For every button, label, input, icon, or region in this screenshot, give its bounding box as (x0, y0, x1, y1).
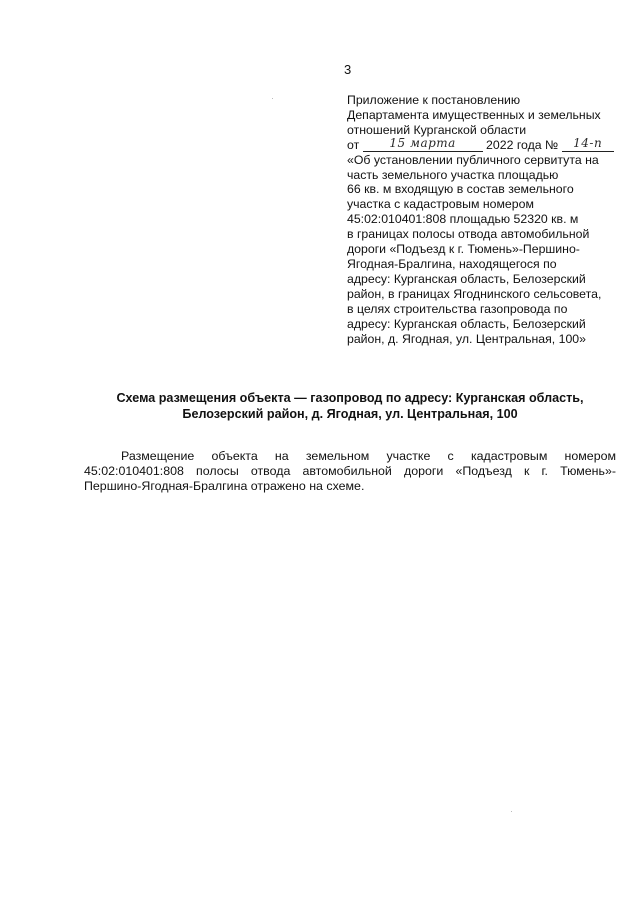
page-number: 3 (344, 62, 352, 77)
scan-speck (272, 98, 273, 99)
resolution-title-line: дороги «Подъезд к г. Тюмень»-Першино- (347, 242, 580, 257)
body-line: Размещение объекта на земельном участке с кадастровым номером (121, 449, 616, 463)
resolution-title-line: в целях строительства газопровода по (347, 301, 568, 316)
resolution-title-line: адресу: Курганская область, Белозерский (347, 316, 586, 331)
appendix-line: отношений Курганской области (347, 122, 527, 137)
heading-line: Белозерский район, д. Ягодная, ул. Центральная, 100 (182, 407, 518, 421)
resolution-title-line: «Об установлении публичного сервитута на (347, 152, 599, 167)
date-number-line (347, 135, 622, 153)
resolution-title-line: район, д. Ягодная, ул. Центральная, 100» (347, 331, 586, 346)
number-blank (562, 135, 614, 152)
appendix-line: Приложение к постановлению (347, 93, 521, 107)
scan-speck (511, 811, 512, 812)
document-heading (90, 390, 610, 422)
resolution-title-line: участка с кадастровым номером (347, 197, 534, 212)
handwritten-number: 14-п (573, 135, 603, 150)
resolution-title-line: часть земельного участка площадью (347, 167, 559, 182)
handwritten-date: 15 марта (389, 135, 456, 150)
resolution-title-line: Ягодная-Бралгина, находящегося по (347, 256, 557, 271)
heading-line: Схема размещения объекта — газопровод по адресу: Курганская область, (116, 391, 584, 405)
resolution-title-line: 45:02:010401:808 площадью 52320 кв. м (347, 212, 579, 227)
date-blank (363, 135, 483, 152)
resolution-title-line: район, в границах Ягоднинского сельсовета, (347, 286, 602, 301)
resolution-title-line: 66 кв. м входящую в состав земельного (347, 182, 574, 197)
appendix-block (347, 93, 622, 346)
resolution-title-line: в границах полосы отвода автомобильной (347, 227, 590, 242)
year-text: 2022 года № (486, 137, 559, 152)
body-line: Першино-Ягодная-Бралгина отражено на схеме. (84, 479, 365, 494)
body-line: 45:02:010401:808 полосы отвода автомобильной дороги «Подъезд к г. Тюмень»- (84, 464, 616, 479)
date-prefix: от (347, 137, 360, 152)
body-paragraph (84, 449, 616, 495)
appendix-line: Департамента имущественных и земельных (347, 107, 601, 122)
resolution-title-line: адресу: Курганская область, Белозерский (347, 271, 586, 286)
